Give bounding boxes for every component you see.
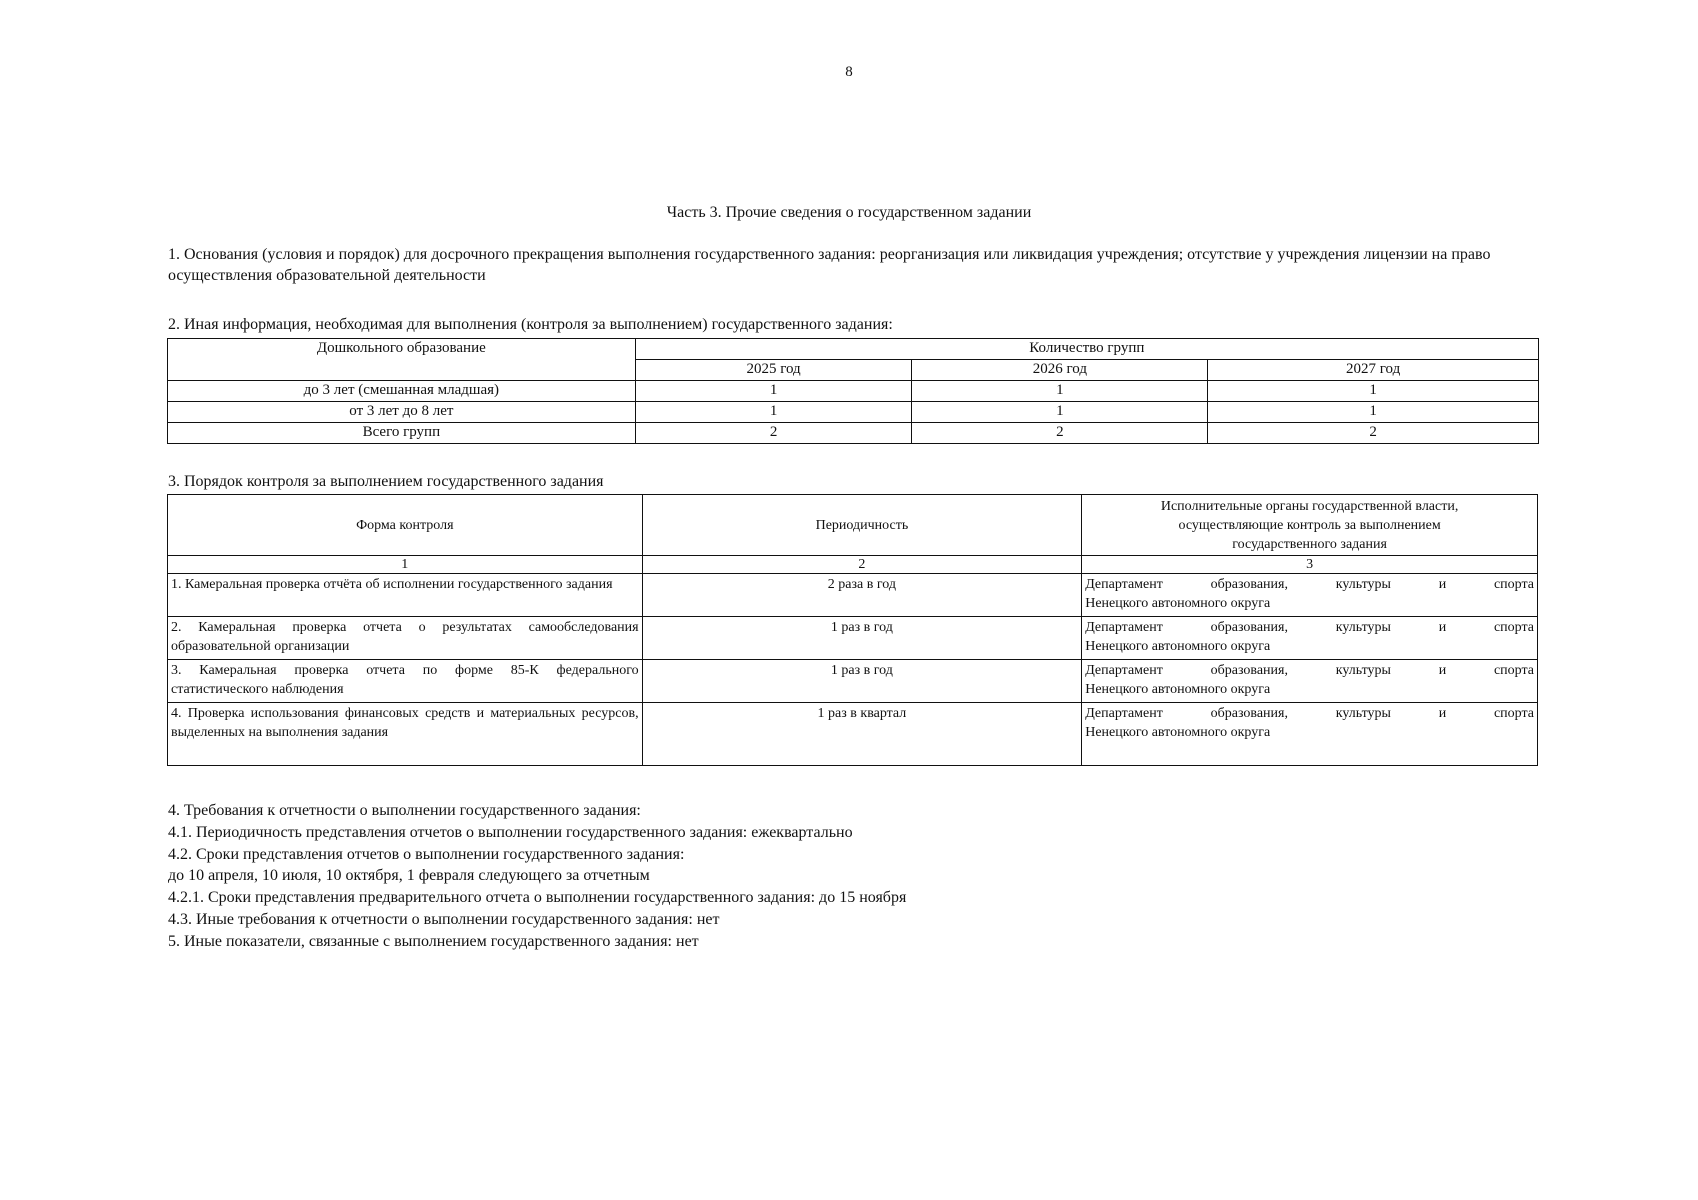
authority-word: спорта bbox=[1493, 620, 1534, 635]
year-header: 2027 год bbox=[1208, 360, 1539, 381]
authority-word: и bbox=[1438, 577, 1447, 592]
authority-word: и bbox=[1438, 663, 1447, 678]
column-number: 2 bbox=[642, 556, 1082, 574]
authority-word: культуры bbox=[1335, 706, 1391, 721]
control-form: 4. Проверка использования финансовых средств и материальных ресурсов, выделенных на выполнения задания bbox=[168, 703, 643, 766]
row-label: Всего групп bbox=[168, 423, 636, 444]
cell-value: 2 bbox=[1208, 423, 1539, 444]
control-form: 1. Камеральная проверка отчёта об исполнении государственного задания bbox=[168, 574, 643, 617]
authority-word: Департамент bbox=[1085, 663, 1163, 678]
authority-word: Департамент bbox=[1085, 706, 1163, 721]
cell-value: 1 bbox=[635, 402, 912, 423]
group-count-header: Количество групп bbox=[635, 339, 1538, 360]
authority-word: спорта bbox=[1493, 577, 1534, 592]
requirement-line: 5. Иные показатели, связанные с выполнением государственного задания: нет bbox=[168, 932, 699, 950]
authority-word: Департамент bbox=[1085, 577, 1163, 592]
periodicity: 2 раза в год bbox=[642, 574, 1082, 617]
authority-line-2: Ненецкого автономного округа bbox=[1085, 682, 1271, 697]
table-row bbox=[168, 381, 1539, 402]
authority-line-2: Ненецкого автономного округа bbox=[1085, 725, 1271, 740]
authority-line-2: Ненецкого автономного округа bbox=[1085, 596, 1271, 611]
cell-value: 2 bbox=[912, 423, 1208, 444]
requirement-line: 4.3. Иные требования к отчетности о выполнении государственного задания: нет bbox=[168, 910, 720, 928]
cell-value: 2 bbox=[635, 423, 912, 444]
section-2-heading: 2. Иная информация, необходимая для выполнения (контроля за выполнением) государственного задания: bbox=[168, 316, 893, 333]
column-number: 3 bbox=[1082, 556, 1538, 574]
authority bbox=[1082, 574, 1538, 617]
year-header: 2025 год bbox=[635, 360, 912, 381]
requirement-line: 4.1. Периодичность представления отчетов о выполнении государственного задания: ежеквартально bbox=[168, 823, 853, 841]
authority-word: и bbox=[1438, 706, 1447, 721]
header-periodicity: Периодичность bbox=[642, 495, 1082, 556]
periodicity: 1 раз в год bbox=[642, 617, 1082, 660]
header-authorities: Исполнительные органы государственной власти, осуществляющие контроль за выполнением государственного задания bbox=[1082, 495, 1538, 556]
authority-word: спорта bbox=[1493, 706, 1534, 721]
education-column-header: Дошкольного образование bbox=[168, 339, 636, 381]
authority-word: культуры bbox=[1335, 577, 1391, 592]
authority bbox=[1082, 617, 1538, 660]
row-label: от 3 лет до 8 лет bbox=[168, 402, 636, 423]
table-row bbox=[168, 660, 1538, 703]
requirements-list bbox=[168, 800, 906, 953]
control-form: 3. Камеральная проверка отчета по форме 85-К федерального статистического наблюдения bbox=[168, 660, 643, 703]
authority-word: образования, bbox=[1210, 620, 1288, 635]
requirement-line: до 10 апреля, 10 июля, 10 октября, 1 февраля следующего за отчетным bbox=[168, 867, 650, 885]
authority bbox=[1082, 660, 1538, 703]
authority bbox=[1082, 703, 1538, 766]
year-header: 2026 год bbox=[912, 360, 1208, 381]
authority-word: культуры bbox=[1335, 663, 1391, 678]
requirement-line: 4. Требования к отчетности о выполнении государственного задания: bbox=[168, 802, 641, 819]
authority-word: Департамент bbox=[1085, 620, 1163, 635]
section-3-heading: 3. Порядок контроля за выполнением государственного задания bbox=[168, 473, 604, 490]
table-row bbox=[168, 423, 1539, 444]
table-row bbox=[168, 402, 1539, 423]
requirement-line: 4.2.1. Сроки представления предварительного отчета о выполнении государственного задания: до 15 ноября bbox=[168, 889, 907, 907]
table-row bbox=[168, 617, 1538, 660]
control-form: 2. Камеральная проверка отчета о результатах самообследования образовательной организации bbox=[168, 617, 643, 660]
page-number: 8 bbox=[845, 64, 853, 80]
row-label: до 3 лет (смешанная младшая) bbox=[168, 381, 636, 402]
periodicity: 1 раз в квартал bbox=[642, 703, 1082, 766]
section-1-text: 1. Основания (условия и порядок) для досрочного прекращения выполнения государственного задания: реорганизация или ликвидация учреждения; отсутствие у учреждения лицензии на право осуществления образовательной деятельности bbox=[168, 246, 1491, 284]
authority-word: культуры bbox=[1335, 620, 1391, 635]
groups-table bbox=[167, 338, 1539, 444]
table-row bbox=[168, 574, 1538, 617]
cell-value: 1 bbox=[1208, 381, 1539, 402]
authority-word: образования, bbox=[1210, 706, 1288, 721]
cell-value: 1 bbox=[912, 381, 1208, 402]
authority-word: спорта bbox=[1493, 663, 1534, 678]
authority-line-2: Ненецкого автономного округа bbox=[1085, 639, 1271, 654]
control-table bbox=[167, 494, 1538, 766]
requirement-line: 4.2. Сроки представления отчетов о выполнении государственного задания: bbox=[168, 845, 685, 863]
cell-value: 1 bbox=[635, 381, 912, 402]
authority-word: образования, bbox=[1210, 577, 1288, 592]
authority-word: и bbox=[1438, 620, 1447, 635]
periodicity: 1 раз в год bbox=[642, 660, 1082, 703]
part-title: Часть 3. Прочие сведения о государственном задании bbox=[666, 204, 1032, 221]
cell-value: 1 bbox=[1208, 402, 1539, 423]
header-control-form: Форма контроля bbox=[168, 495, 643, 556]
table-row bbox=[168, 703, 1538, 766]
cell-value: 1 bbox=[912, 402, 1208, 423]
column-number: 1 bbox=[168, 556, 643, 574]
authority-word: образования, bbox=[1210, 663, 1288, 678]
